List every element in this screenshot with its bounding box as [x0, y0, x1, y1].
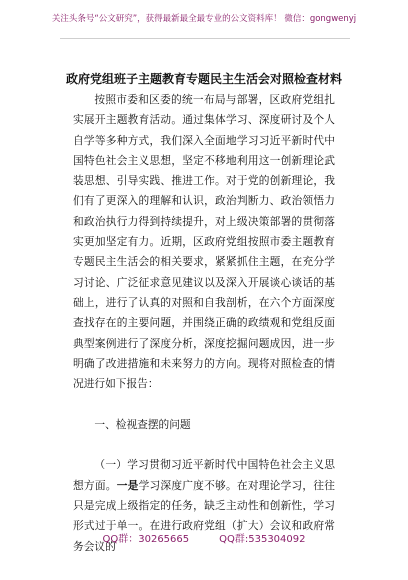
- section-heading: 一、检视查摆的问题: [94, 417, 191, 431]
- header-divider: [60, 38, 350, 39]
- intro-paragraph: 按照市委和区委的统一布局与部署，区政府党组扎实展开主题教育活动。通过集体学习、深度研讨及个人自学等多种方式，我们深入全面地学习习近平新时代中国特色社会主义思想，坚定不移地利用这一创新理论武装思想、引导实践、推进工作。对于党的创新理论，我们有了更深入的理解和认识，政治判断力、政治领悟力和政治执行力得到持续提升，对上级决策部署的贯彻落实更加坚定有力。近期，区政府党组按照市委主题教育专题民主生活会的相关要求，紧紧抓住主题，在充分学习讨论、广泛征求意见建议以及深入开展谈心谈话的基础上，进行了认真的对照和自我剖析，在六个方面深度查找存在的主要问题，并围绕正确的政绩观和党组反面典型案例进行了深度分析，深度挖掘问题成因，进一步明确了改进措施和未来努力的方向。现将对照检查的情况进行如下报告：: [73, 93, 335, 391]
- paragraph-spacer: [73, 435, 335, 455]
- document-body: [73, 90, 335, 557]
- subsection-lead: （一）学习贯彻习近平新时代中国特色社会主义思想方面。: [73, 458, 335, 492]
- document-title: 政府党组班子主题教育专题民主生活会对照检查材料: [65, 72, 342, 86]
- header-banner: 关注头条号“公文研究”，获得最新最全最专业的公文资料库！ 微信：gongwenyj: [51, 14, 357, 24]
- footer: [0, 530, 408, 545]
- footer-qq-group-2: QQ群:535304092: [219, 534, 306, 545]
- subsection-bold-marker: 一是: [116, 478, 139, 492]
- paragraph-spacer: [73, 394, 335, 414]
- subsection-body: 学习深度广度不够。在对理论学习，往往只是完成上级指定的任务，缺乏主动性和创新性，学习形式过于单一。在进行政府党组（扩大）会议和政府常务会议的: [73, 478, 335, 553]
- footer-qq-group-1: QQ群：30265665: [102, 534, 190, 545]
